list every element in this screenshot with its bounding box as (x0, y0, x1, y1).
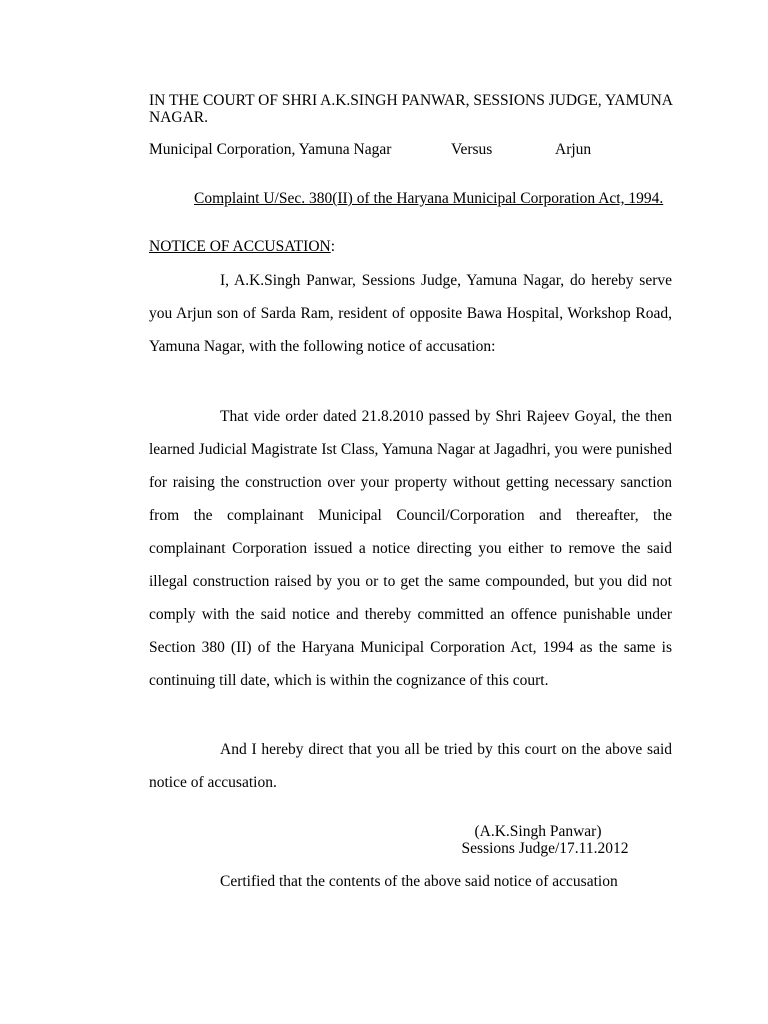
complaint-reference (194, 190, 672, 207)
complaint-text: Complaint U/Sec. 380(II) of the Haryana Municipal Corporation Act, 1994. (194, 190, 664, 207)
accused-name: Arjun (555, 141, 592, 158)
complainant-name: Municipal Corporation, Yamuna Nagar (149, 141, 392, 158)
notice-title (149, 238, 335, 256)
paragraph-direction: And I hereby direct that you all be tried by this court on the above said notice of accusation. (149, 741, 672, 791)
certification-text: Certified that the contents of the above said notice of accusation (220, 873, 618, 890)
notice-title-colon: : (330, 238, 336, 255)
court-heading: IN THE COURT OF SHRI A.K.SINGH PANWAR, SESSIONS JUDGE, YAMUNA NAGAR. (149, 92, 673, 126)
notice-title-text: NOTICE OF ACCUSATION (149, 238, 331, 255)
signature-designation: Sessions Judge/17.11.2012 (461, 840, 629, 857)
signature-name: (A.K.Singh Panwar) (474, 823, 602, 840)
paragraph-service: I, A.K.Singh Panwar, Sessions Judge, Yamuna Nagar, do hereby serve you Arjun son of Sarda Ram, resident of opposite Bawa Hospital, Workshop Road, Yamuna Nagar, with the following notice of accusation: (149, 272, 672, 355)
paragraph-accusation: That vide order dated 21.8.2010 passed by Shri Rajeev Goyal, the then learned Judicial Magistrate Ist Class, Yamuna Nagar at Jagadhri, you were punished for raising the construction over your property without getting necessary sanction from the complainant Municipal Council/Corporation and thereafter, the complainant Corporation issued a notice directing you either to remove the said illegal construction raised by you or to get the same compounded, but you did not comply with the said notice and thereby committed an offence punishable under Section 380 (II) of the Haryana Municipal Corporation Act, 1994 as the same is continuing till date, which is within the cognizance of this court. (149, 408, 672, 689)
versus-label: Versus (451, 141, 493, 158)
